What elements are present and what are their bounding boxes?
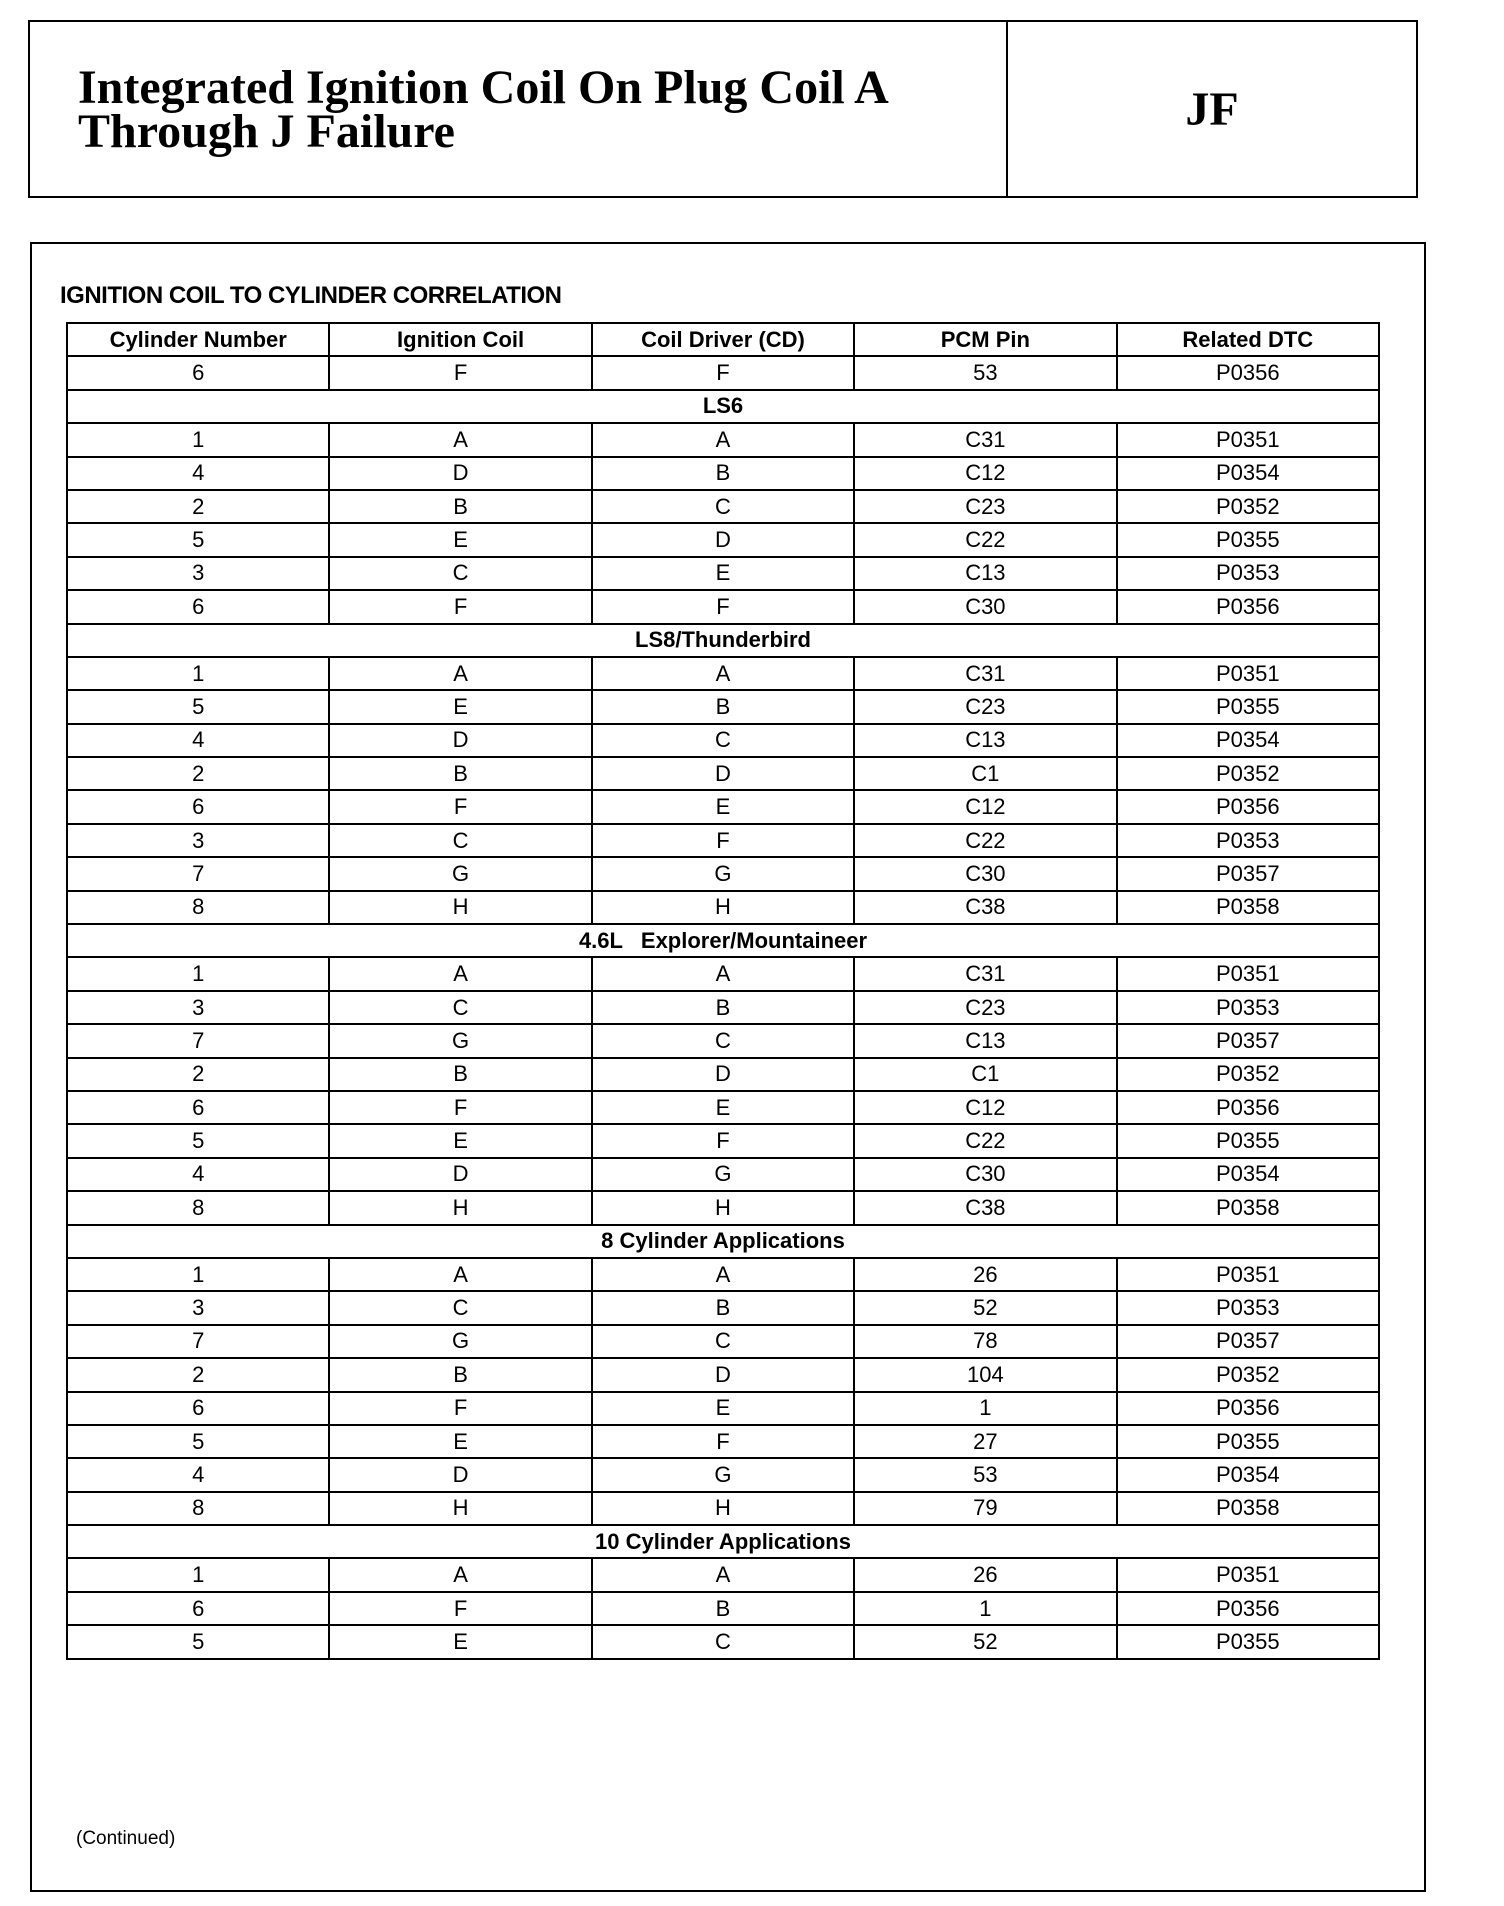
cell-cylinder-number: 7 [67,1024,329,1057]
table-row [67,991,1379,1024]
cell-cylinder-number: 7 [67,1325,329,1358]
cell-cylinder-number: 1 [67,1558,329,1591]
cell-pcm-pin: 53 [854,1458,1116,1491]
cell-pcm-pin: 52 [854,1291,1116,1324]
cell-coil-driver: A [592,957,854,990]
cell-related-dtc: P0354 [1117,724,1379,757]
cell-cylinder-number: 8 [67,1492,329,1525]
table-row [67,1091,1379,1124]
cell-cylinder-number: 6 [67,790,329,823]
cell-pcm-pin: C31 [854,957,1116,990]
cell-cylinder-number: 8 [67,1191,329,1224]
cell-ignition-coil: F [329,590,591,623]
cell-related-dtc: P0351 [1117,957,1379,990]
cell-coil-driver: A [592,657,854,690]
cell-ignition-coil: H [329,891,591,924]
cell-pcm-pin: 1 [854,1392,1116,1425]
cell-coil-driver: B [592,457,854,490]
cell-coil-driver: D [592,1058,854,1091]
cell-pcm-pin: C1 [854,1058,1116,1091]
cell-related-dtc: P0358 [1117,1492,1379,1525]
cell-pcm-pin: 26 [854,1558,1116,1591]
table-row [67,1258,1379,1291]
cell-ignition-coil: F [329,790,591,823]
cell-cylinder-number: 3 [67,1291,329,1324]
cell-ignition-coil: C [329,1291,591,1324]
cell-coil-driver: G [592,1158,854,1191]
cell-ignition-coil: A [329,957,591,990]
table-row [67,1625,1379,1658]
table-row [67,1425,1379,1458]
section-row [67,624,1379,657]
cell-ignition-coil: F [329,1091,591,1124]
cell-ignition-coil: C [329,557,591,590]
table-row [67,1458,1379,1491]
cell-pcm-pin: 26 [854,1258,1116,1291]
cell-ignition-coil: E [329,1625,591,1658]
table-row [67,824,1379,857]
cell-pcm-pin: 53 [854,356,1116,389]
cell-related-dtc: P0354 [1117,457,1379,490]
column-header-cylinder-number: Cylinder Number [67,323,329,356]
cell-coil-driver: C [592,490,854,523]
header-box [28,20,1418,198]
table-row [67,1592,1379,1625]
table-row [67,1558,1379,1591]
cell-related-dtc: P0356 [1117,1392,1379,1425]
cell-cylinder-number: 1 [67,423,329,456]
cell-related-dtc: P0357 [1117,1024,1379,1057]
table-row [67,1492,1379,1525]
cell-cylinder-number: 3 [67,991,329,1024]
cell-cylinder-number: 1 [67,1258,329,1291]
cell-ignition-coil: D [329,1158,591,1191]
table-row [67,1124,1379,1157]
cell-pcm-pin: C30 [854,1158,1116,1191]
cell-ignition-coil: E [329,1425,591,1458]
cell-coil-driver: F [592,824,854,857]
table-row [67,490,1379,523]
cell-coil-driver: A [592,423,854,456]
cell-coil-driver: F [592,590,854,623]
cell-coil-driver: D [592,757,854,790]
cell-related-dtc: P0355 [1117,1124,1379,1157]
cell-ignition-coil: E [329,523,591,556]
cell-related-dtc: P0352 [1117,1058,1379,1091]
cell-pcm-pin: C23 [854,690,1116,723]
table-row [67,457,1379,490]
table-body [67,356,1379,1658]
cell-cylinder-number: 6 [67,1392,329,1425]
cell-pcm-pin: C13 [854,724,1116,757]
cell-pcm-pin: C38 [854,1191,1116,1224]
table-row [67,790,1379,823]
table-row [67,1358,1379,1391]
table-row [67,557,1379,590]
cell-cylinder-number: 3 [67,824,329,857]
cell-cylinder-number: 2 [67,1058,329,1091]
cell-coil-driver: B [592,991,854,1024]
cell-related-dtc: P0354 [1117,1458,1379,1491]
cell-coil-driver: B [592,1291,854,1324]
correlation-table [66,322,1380,1660]
column-header-pcm-pin: PCM Pin [854,323,1116,356]
section-row [67,1225,1379,1258]
cell-ignition-coil: D [329,457,591,490]
cell-coil-driver: G [592,857,854,890]
cell-coil-driver: E [592,1392,854,1425]
cell-related-dtc: P0352 [1117,490,1379,523]
cell-coil-driver: F [592,1425,854,1458]
cell-cylinder-number: 5 [67,1625,329,1658]
cell-cylinder-number: 6 [67,1091,329,1124]
cell-pcm-pin: 78 [854,1325,1116,1358]
cell-related-dtc: P0353 [1117,1291,1379,1324]
table-row [67,857,1379,890]
cell-cylinder-number: 2 [67,490,329,523]
cell-related-dtc: P0353 [1117,824,1379,857]
cell-cylinder-number: 6 [67,356,329,389]
cell-cylinder-number: 4 [67,1458,329,1491]
cell-coil-driver: E [592,557,854,590]
section-code: JF [1185,82,1239,136]
cell-cylinder-number: 1 [67,657,329,690]
cell-coil-driver: H [592,1492,854,1525]
table-row [67,1191,1379,1224]
cell-pcm-pin: C30 [854,857,1116,890]
section-row [67,1525,1379,1558]
cell-related-dtc: P0356 [1117,590,1379,623]
cell-ignition-coil: F [329,1392,591,1425]
cell-pcm-pin: C12 [854,790,1116,823]
cell-coil-driver: B [592,690,854,723]
cell-pcm-pin: 79 [854,1492,1116,1525]
cell-related-dtc: P0352 [1117,757,1379,790]
cell-coil-driver: C [592,1625,854,1658]
cell-ignition-coil: H [329,1492,591,1525]
cell-ignition-coil: G [329,857,591,890]
cell-ignition-coil: H [329,1191,591,1224]
section-row [67,924,1379,957]
cell-related-dtc: P0356 [1117,1091,1379,1124]
cell-cylinder-number: 6 [67,1592,329,1625]
cell-coil-driver: C [592,1024,854,1057]
cell-cylinder-number: 4 [67,1158,329,1191]
cell-cylinder-number: 4 [67,457,329,490]
cell-ignition-coil: B [329,490,591,523]
table-row [67,891,1379,924]
cell-pcm-pin: C23 [854,490,1116,523]
cell-cylinder-number: 7 [67,857,329,890]
table-row [67,590,1379,623]
cell-pcm-pin: C38 [854,891,1116,924]
cell-pcm-pin: C13 [854,557,1116,590]
cell-pcm-pin: C12 [854,457,1116,490]
cell-ignition-coil: G [329,1325,591,1358]
table-row [67,657,1379,690]
cell-related-dtc: P0356 [1117,1592,1379,1625]
cell-related-dtc: P0351 [1117,1258,1379,1291]
cell-ignition-coil: A [329,423,591,456]
cell-coil-driver: H [592,891,854,924]
cell-related-dtc: P0354 [1117,1158,1379,1191]
column-header-ignition-coil: Ignition Coil [329,323,591,356]
cell-related-dtc: P0351 [1117,1558,1379,1591]
cell-related-dtc: P0355 [1117,523,1379,556]
cell-pcm-pin: C13 [854,1024,1116,1057]
cell-ignition-coil: B [329,1058,591,1091]
table-title: IGNITION COIL TO CYLINDER CORRELATION [60,282,562,309]
cell-pcm-pin: C31 [854,657,1116,690]
cell-pcm-pin: C1 [854,757,1116,790]
cell-related-dtc: P0351 [1117,657,1379,690]
cell-coil-driver: F [592,1124,854,1157]
cell-related-dtc: P0351 [1117,423,1379,456]
cell-pcm-pin: 27 [854,1425,1116,1458]
cell-ignition-coil: E [329,1124,591,1157]
cell-pcm-pin: 104 [854,1358,1116,1391]
cell-cylinder-number: 1 [67,957,329,990]
cell-pcm-pin: C22 [854,824,1116,857]
table-row [67,1291,1379,1324]
cell-coil-driver: G [592,1458,854,1491]
cell-cylinder-number: 5 [67,523,329,556]
table-row [67,423,1379,456]
cell-ignition-coil: E [329,690,591,723]
cell-ignition-coil: D [329,1458,591,1491]
cell-related-dtc: P0358 [1117,1191,1379,1224]
cell-coil-driver: B [592,1592,854,1625]
cell-ignition-coil: D [329,724,591,757]
page-title: Integrated Ignition Coil On Plug Coil A Through J Failure [78,61,887,158]
cell-coil-driver: C [592,724,854,757]
cell-related-dtc: P0355 [1117,1425,1379,1458]
cell-related-dtc: P0353 [1117,991,1379,1024]
cell-related-dtc: P0358 [1117,891,1379,924]
cell-pcm-pin: C12 [854,1091,1116,1124]
section-heading: LS6 [67,390,1379,423]
cell-cylinder-number: 2 [67,1358,329,1391]
cell-pcm-pin: C23 [854,991,1116,1024]
cell-ignition-coil: C [329,824,591,857]
section-heading: LS8/Thunderbird [67,624,1379,657]
cell-related-dtc: P0352 [1117,1358,1379,1391]
table-row [67,523,1379,556]
cell-ignition-coil: A [329,1258,591,1291]
cell-pcm-pin: C22 [854,523,1116,556]
cell-pcm-pin: C22 [854,1124,1116,1157]
cell-cylinder-number: 2 [67,757,329,790]
cell-related-dtc: P0356 [1117,356,1379,389]
cell-cylinder-number: 5 [67,1124,329,1157]
cell-pcm-pin: C31 [854,423,1116,456]
cell-coil-driver: C [592,1325,854,1358]
section-heading: 8 Cylinder Applications [67,1225,1379,1258]
cell-ignition-coil: F [329,356,591,389]
table-row [67,356,1379,389]
cell-cylinder-number: 5 [67,1425,329,1458]
cell-coil-driver: A [592,1558,854,1591]
cell-coil-driver: E [592,790,854,823]
cell-pcm-pin: 1 [854,1592,1116,1625]
table-row [67,690,1379,723]
cell-ignition-coil: A [329,657,591,690]
table-row [67,757,1379,790]
section-heading: 4.6L Explorer/Mountaineer [67,924,1379,957]
table-row [67,1158,1379,1191]
table-row [67,1392,1379,1425]
cell-cylinder-number: 3 [67,557,329,590]
cell-coil-driver: D [592,1358,854,1391]
table-header-row [67,323,1379,356]
cell-coil-driver: A [592,1258,854,1291]
cell-coil-driver: E [592,1091,854,1124]
section-row [67,390,1379,423]
table-row [67,957,1379,990]
cell-cylinder-number: 4 [67,724,329,757]
cell-ignition-coil: A [329,1558,591,1591]
table-row [67,1058,1379,1091]
cell-cylinder-number: 5 [67,690,329,723]
cell-ignition-coil: F [329,1592,591,1625]
cell-coil-driver: F [592,356,854,389]
cell-cylinder-number: 8 [67,891,329,924]
cell-related-dtc: P0355 [1117,1625,1379,1658]
cell-pcm-pin: 52 [854,1625,1116,1658]
cell-ignition-coil: B [329,1358,591,1391]
column-header-coil-driver: Coil Driver (CD) [592,323,854,356]
cell-coil-driver: H [592,1191,854,1224]
cell-related-dtc: P0355 [1117,690,1379,723]
cell-related-dtc: P0357 [1117,1325,1379,1358]
cell-related-dtc: P0357 [1117,857,1379,890]
cell-ignition-coil: B [329,757,591,790]
table-row [67,1024,1379,1057]
cell-cylinder-number: 6 [67,590,329,623]
cell-coil-driver: D [592,523,854,556]
cell-ignition-coil: G [329,1024,591,1057]
cell-related-dtc: P0356 [1117,790,1379,823]
cell-pcm-pin: C30 [854,590,1116,623]
table-row [67,724,1379,757]
table-row [67,1325,1379,1358]
continued-note: (Continued) [76,1828,176,1849]
cell-ignition-coil: C [329,991,591,1024]
column-header-related-dtc: Related DTC [1117,323,1379,356]
section-heading: 10 Cylinder Applications [67,1525,1379,1558]
cell-related-dtc: P0353 [1117,557,1379,590]
